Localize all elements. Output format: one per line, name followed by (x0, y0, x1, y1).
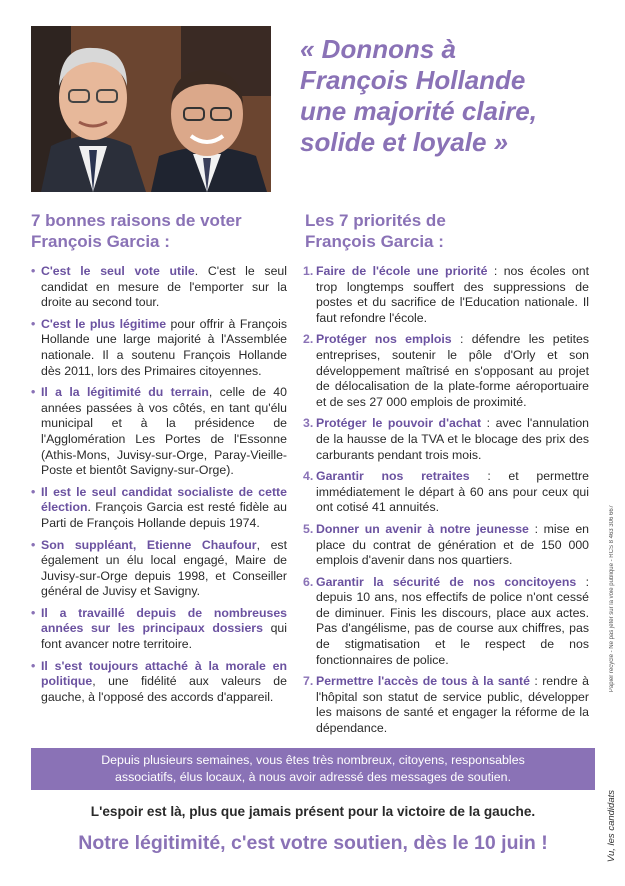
priority-text: : avec l'annulation de la hausse de la TVA et le blocage des prix des carburants pendant trois mois. (316, 416, 589, 462)
priority-number: 1. (303, 264, 314, 278)
bullet-icon: • (31, 316, 36, 331)
quote-line-4: solide et loyale » (300, 127, 509, 157)
priority-bold: Donner un avenir à notre jeunesse (316, 521, 529, 536)
reason-text: , celle de 40 années passées à vos côtés, en tant qu'élu municipal et à la présidence de l'Agglomération Les Portes de l'Essonne (Athis-Mons, Juvisy-sur-Orge, Paray-Vieille-Poste et bientôt Savigny-sur-Orge). (41, 385, 287, 478)
priority-number: 4. (303, 469, 314, 484)
reason-bold: C'est le plus légitime (41, 316, 167, 331)
priorities-title-line-1: Les 7 priorités de (305, 211, 446, 230)
reason-bold: Son suppléant, Etienne Chaufour (41, 537, 257, 552)
reason-bold: Il s'est toujours attaché à la morale en politique (41, 658, 287, 689)
quote-line-2: François Hollande (300, 65, 526, 95)
priority-bold: Garantir nos retraites (316, 469, 470, 484)
reasons-title-line-1: 7 bonnes raisons de voter (31, 211, 242, 230)
priority-item (303, 469, 589, 516)
support-banner-line-1: Depuis plusieurs semaines, vous êtes très nombreux, citoyens, responsables (101, 753, 525, 767)
priority-text: : et permettre immédiatement le départ à 60 ans pour ceux qui ont cotisé 41 annuités. (316, 469, 589, 515)
support-banner-line-2: associatifs, élus locaux, à nous avoir adressé des messages de soutien. (114, 770, 512, 784)
reason-bold: Il a travaillé depuis de nombreuses années sur les principaux dossiers (41, 605, 287, 636)
priority-bold: Protéger nos emplois (316, 332, 452, 347)
priority-item (303, 416, 589, 463)
priority-text: : rendre à l'hôpital son statut de service public, développer les maisons de santé et engager la réforme de la dépendance. (316, 674, 589, 736)
priority-bold: Garantir la sécurité de nos concitoyens (316, 574, 577, 589)
priority-number: 7. (303, 674, 314, 689)
priorities-title (305, 210, 595, 252)
approval-note: Vu, les candidats (606, 790, 617, 863)
reason-item (31, 659, 287, 706)
priority-bold: Protéger le pouvoir d'achat (316, 416, 482, 431)
priority-item (303, 332, 589, 410)
candidates-photo (31, 26, 271, 192)
priority-item (303, 674, 589, 736)
reasons-title (31, 210, 291, 252)
priority-text: : nos écoles ont trop longtemps souffert des suppressions de postes et du sacrifice de l'Education nationale. Il faut refondre l'école. (316, 264, 589, 325)
priority-item (303, 522, 589, 569)
priority-number: 2. (303, 332, 314, 347)
priority-number: 5. (303, 521, 314, 536)
reason-text: , est également un élu local engagé, Maire de Juvisy-sur-Orge depuis 1998, et Conseiller général de Juvisy et Savigny. (41, 537, 287, 599)
reason-text: pour offrir à François Hollande une large majorité à l'Assemblée nationale. Il a soutenu François Hollande dès 2011, lors des Primaires citoyennes. (41, 316, 288, 378)
priority-text: : défendre les petites entreprises, soutenir le pôle d'Orly et son développement maîtrisé en s'opposant au projet de délocalisation de la plate-forme aéroportuaire et de ses 27 000 emplois de proximité. (316, 332, 590, 409)
reasons-title-line-2: François Garcia : (31, 232, 170, 251)
headline-quote (300, 34, 600, 158)
priority-text: : mise en place du contrat de génération et de 150 000 emplois d'avenir dans nos quartiers. (316, 521, 589, 568)
bullet-icon: • (31, 537, 36, 552)
legal-mentions: Papier recyclé - Ne pas jeter sur la voie publique - RCS 8 463 306 667 (609, 505, 615, 693)
reason-item (31, 385, 287, 479)
reason-text: qui font avancer notre territoire. (41, 621, 287, 652)
priorities-list (303, 264, 589, 743)
closing-slogan: Notre légitimité, c'est votre soutien, dès le 10 juin ! (78, 832, 548, 854)
priority-number: 3. (303, 416, 314, 431)
quote-line-1: « Donnons à (300, 34, 457, 64)
reason-item (31, 538, 287, 600)
bullet-icon: • (31, 658, 36, 673)
quote-line-3: une majorité claire, (300, 96, 537, 126)
priority-item (303, 264, 589, 326)
priorities-title-line-2: François Garcia : (305, 232, 444, 251)
bullet-icon: • (31, 484, 36, 499)
reason-item (31, 606, 287, 653)
reason-bold: C'est le seul vote utile (41, 264, 195, 278)
bullet-icon: • (31, 385, 36, 400)
reasons-list (31, 264, 287, 711)
bullet-icon: • (31, 605, 36, 620)
priority-text: : depuis 10 ans, nos effectifs de police n'ont cessé de diminuer. Finis les discours, place aux actes. Pas d'angélisme, pas de course aux chiffres, pas de stigmatisation et le respect de nos fonctionnaires de police. (316, 574, 589, 667)
photo-illustration (31, 26, 271, 192)
priority-item (303, 575, 589, 669)
reason-bold: Il est le seul candidat socialiste de cette élection (41, 484, 287, 515)
priority-bold: Faire de l'école une priorité (316, 264, 488, 278)
support-banner (31, 748, 595, 790)
reason-bold: Il a la légitimité du terrain (41, 385, 209, 400)
priority-number: 6. (303, 574, 314, 589)
reason-text: , une fidélité aux valeurs de gauche, à l'opposé des accords d'appareil. (41, 674, 287, 704)
hope-statement: L'espoir est là, plus que jamais présent pour la victoire de la gauche. (90, 804, 536, 819)
reason-item (31, 317, 287, 379)
reason-item (31, 485, 287, 532)
bullet-icon: • (31, 264, 36, 278)
reason-item (31, 264, 287, 311)
priority-bold: Permettre l'accès de tous à la santé (316, 674, 530, 689)
reason-text: . François Garcia est resté fidèle au Parti de François Hollande depuis 1974. (41, 500, 287, 530)
reason-text: . C'est le seul candidat en mesure de l'emporter sur la droite au second tour. (41, 264, 287, 310)
